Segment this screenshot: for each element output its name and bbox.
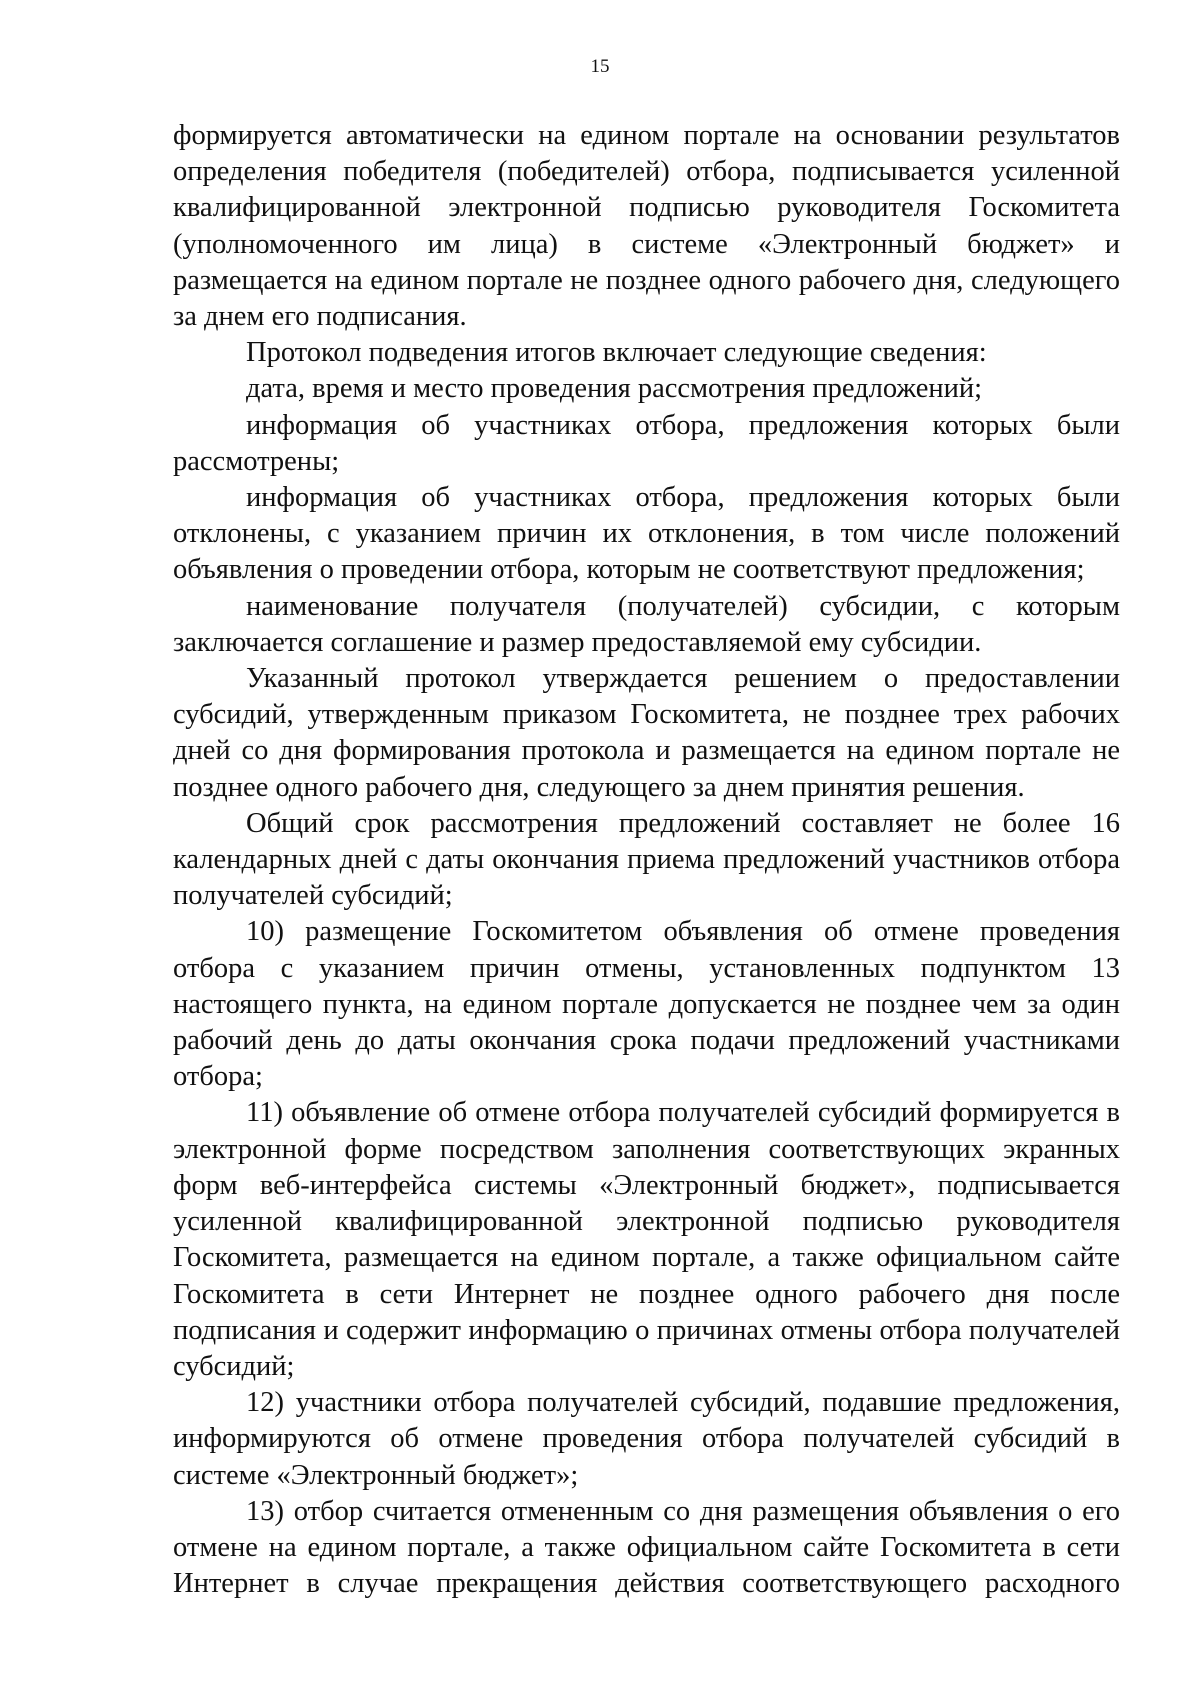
document-body bbox=[173, 118, 1120, 1602]
paragraph-item-13: 13) отбор считается отмененным со дня размещения объявления о его отмене на едином портале, а также официальном сайте Госкомитета в сети Интернет в случае прекращения действия соответствующего расходного bbox=[173, 1495, 1120, 1600]
paragraph-protocol-intro: Протокол подведения итогов включает следующие сведения: bbox=[246, 337, 987, 369]
paragraph-protocol-item-rejected: информация об участниках отбора, предложения которых были отклонены, с указанием причин их отклонения, в том числе положений объявления о проведении отбора, которым не соответствуют предложения; bbox=[173, 482, 1120, 586]
paragraph-item-11: 11) объявление об отмене отбора получателей субсидий формируется в электронной форме посредством заполнения соответствующих экранных форм веб-интерфейса системы «Электронный бюджет», подписывается усиленной квалифицированной электронной подписью руководителя Госкомитета, размещается на едином портале, а также официальном сайте Госкомитета в сети Интернет не позднее одного рабочего дня после подписания и содержит информацию о причинах отмены отбора получателей субсидий; bbox=[173, 1097, 1120, 1382]
paragraph-protocol-item-date: дата, время и место проведения рассмотрения предложений; bbox=[246, 373, 983, 405]
paragraph-review-period: Общий срок рассмотрения предложений составляет не более 16 календарных дней с даты окончания приема предложений участников отбора получателей субсидий; bbox=[173, 807, 1120, 912]
paragraph-continuation: формируется автоматически на едином портале на основании результатов определения победителя (победителей) отбора, подписывается усиленной квалифицированной электронной подписью руководителя Госкомитета (уполномоченного им лица) в системе «Электронный бюджет» и размещается на едином портале не позднее одного рабочего дня, следующего за днем его подписания. bbox=[173, 120, 1120, 333]
paragraph-item-10: 10) размещение Госкомитетом объявления об отмене проведения отбора с указанием причин отмены, установленных подпунктом 13 настоящего пункта, на едином портале допускается не позднее чем за один рабочий день до даты окончания срока подачи предложений участниками отбора; bbox=[173, 916, 1120, 1093]
paragraph-protocol-item-recipient: наименование получателя (получателей) субсидии, с которым заключается соглашение и размер предоставляемой ему субсидии. bbox=[173, 590, 1120, 658]
page-number: 15 bbox=[590, 56, 610, 77]
paragraph-protocol-approval: Указанный протокол утверждается решением о предоставлении субсидий, утвержденным приказом Госкомитета, не позднее трех рабочих дней со дня формирования протокола и размещается на едином портале не позднее одного рабочего дня, следующего за днем принятия решения. bbox=[173, 663, 1120, 803]
paragraph-protocol-item-reviewed: информация об участниках отбора, предложения которых были рассмотрены; bbox=[173, 409, 1120, 477]
paragraph-item-12: 12) участники отбора получателей субсидий, подавшие предложения, информируются об отмене проведения отбора получателей субсидий в системе «Электронный бюджет»; bbox=[173, 1387, 1120, 1491]
